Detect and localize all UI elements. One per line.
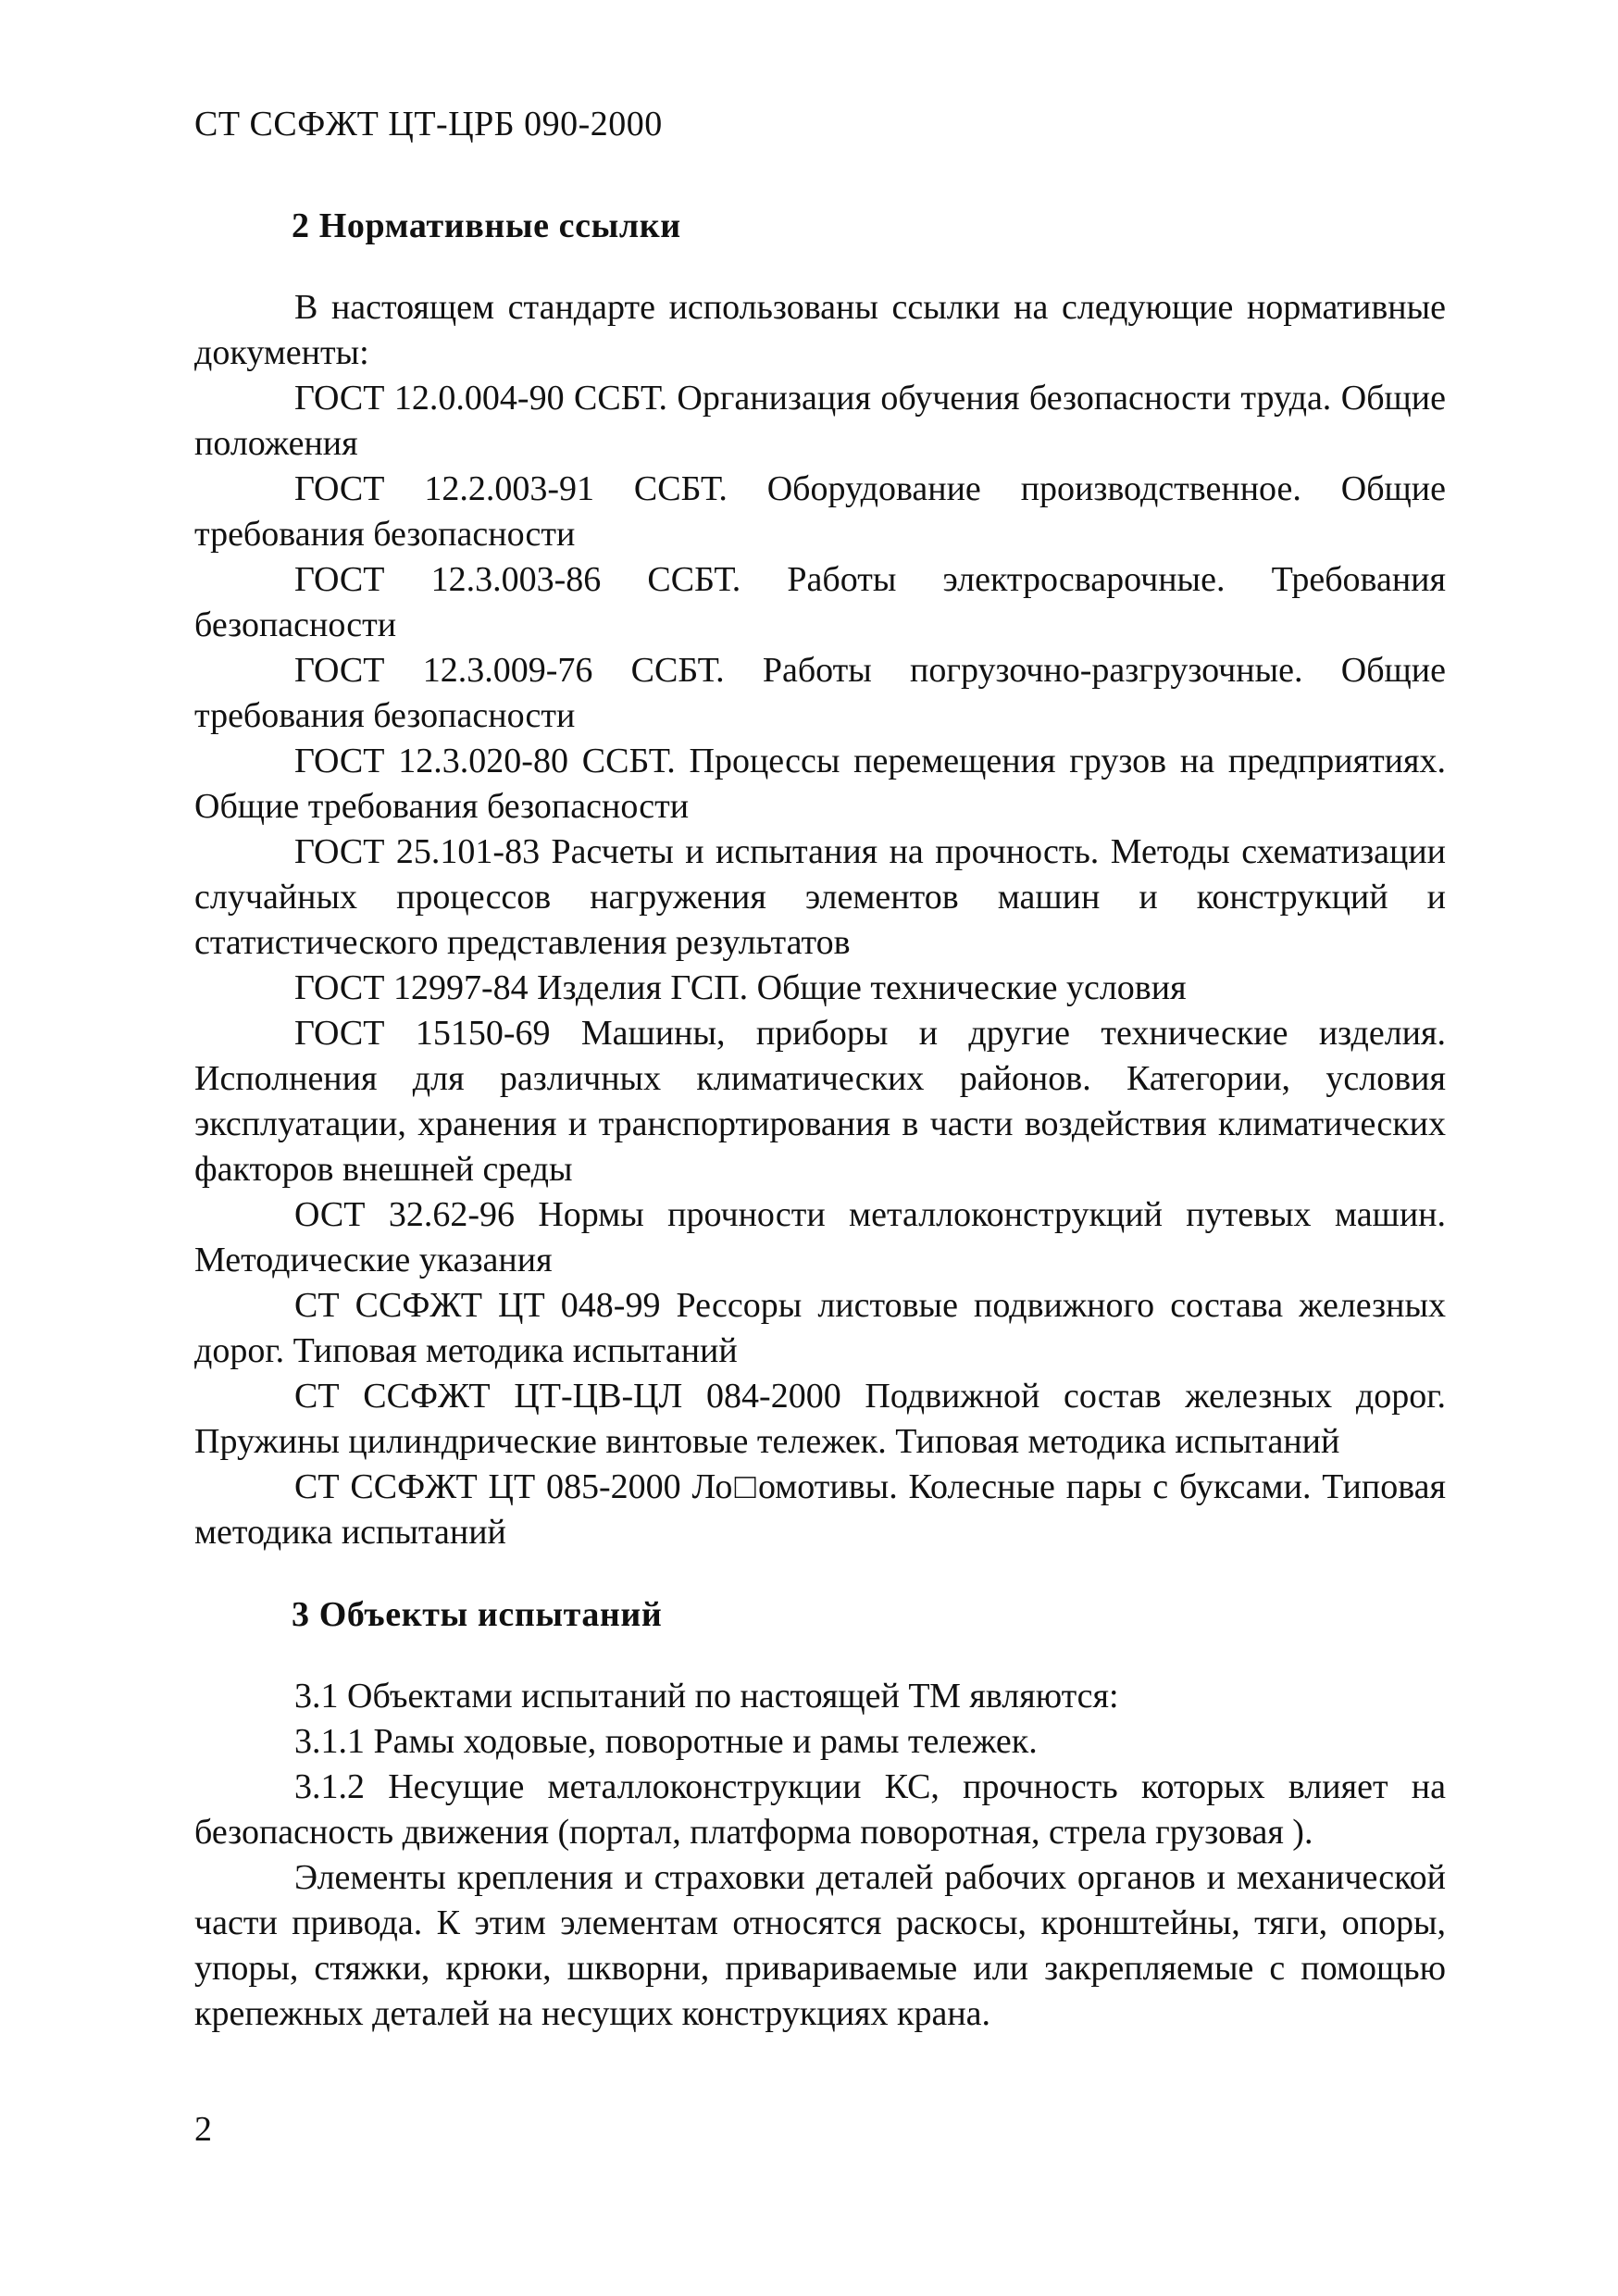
- reference-item: ГОСТ 25.101-83 Расчеты и испытания на прочность. Методы схематизации случайных процессов нагружения элементов машин и конструкций и статистического представления результатов: [194, 832, 1446, 962]
- section-2-heading: 2 Нормативные ссылки: [292, 206, 681, 245]
- reference-item: ОСТ 32.62-96 Нормы прочности металлоконструкций путевых машин. Методические указания: [194, 1195, 1446, 1279]
- section-2-body: [194, 285, 1446, 1555]
- reference-item: ГОСТ 12.3.009-76 ССБТ. Работы погрузочно-разгрузочные. Общие требования безопасности: [194, 651, 1446, 735]
- section-3-paragraph: 3.1 Объектами испытаний по настоящей ТМ являются:: [294, 1677, 1119, 1716]
- section-3-paragraph: 3.1.2 Несущие металлоконструкции КС, прочность которых влияет на безопасность движения (портал, платформа поворотная, стрела грузовая ).: [194, 1767, 1446, 1852]
- reference-item: ГОСТ 12.2.003-91 ССБТ. Оборудование производственное. Общие требования безопасности: [194, 469, 1446, 554]
- document-page: [194, 0, 1453, 2296]
- section-3-body: [194, 1674, 1446, 2037]
- reference-item: ГОСТ 15150-69 Машины, приборы и другие технические изделия. Исполнения для различных климатических районов. Категории, условия эксплуатации, хранения и транспортирования в части воздействия климатических факторов внешней среды: [194, 1014, 1446, 1189]
- section-2-intro: В настоящем стандарте использованы ссылки на следующие нормативные документы:: [194, 288, 1446, 372]
- reference-item: СТ ССФЖТ ЦТ 048-99 Рессоры листовые подвижного состава железных дорог. Типовая методика испытаний: [194, 1286, 1446, 1370]
- section-3-paragraph: 3.1.1 Рамы ходовые, поворотные и рамы тележек.: [294, 1722, 1038, 1761]
- reference-item: ГОСТ 12997-84 Изделия ГСП. Общие технические условия: [294, 968, 1187, 1007]
- document-code-header: СТ ССФЖТ ЦТ-ЦРБ 090-2000: [194, 105, 663, 144]
- reference-item: СТ ССФЖТ ЦТ-ЦВ-ЦЛ 084-2000 Подвижной состав железных дорог. Пружины цилиндрические винтовые тележек. Типовая методика испытаний: [194, 1377, 1446, 1461]
- reference-item: СТ ССФЖТ ЦТ 085-2000 Ло□омотивы. Колесные пары с буксами. Типовая методика испытаний: [194, 1467, 1446, 1552]
- section-3-paragraph: Элементы крепления и страховки деталей рабочих органов и механической части привода. К этим элементам относятся раскосы, кронштейны, тяги, опоры, упоры, стяжки, крюки, шкворни, привариваемые или закрепляемые с помощью крепежных деталей на несущих конструкциях крана.: [194, 1858, 1446, 2033]
- page-number: 2: [194, 2110, 212, 2149]
- reference-item: ГОСТ 12.3.020-80 ССБТ. Процессы перемещения грузов на предприятиях. Общие требования безопасности: [194, 742, 1446, 826]
- reference-item: ГОСТ 12.3.003-86 ССБТ. Работы электросварочные. Требования безопасности: [194, 560, 1446, 644]
- reference-item: ГОСТ 12.0.004-90 ССБТ. Организация обучения безопасности труда. Общие положения: [194, 379, 1446, 463]
- section-3-heading: 3 Объекты испытаний: [292, 1595, 663, 1634]
